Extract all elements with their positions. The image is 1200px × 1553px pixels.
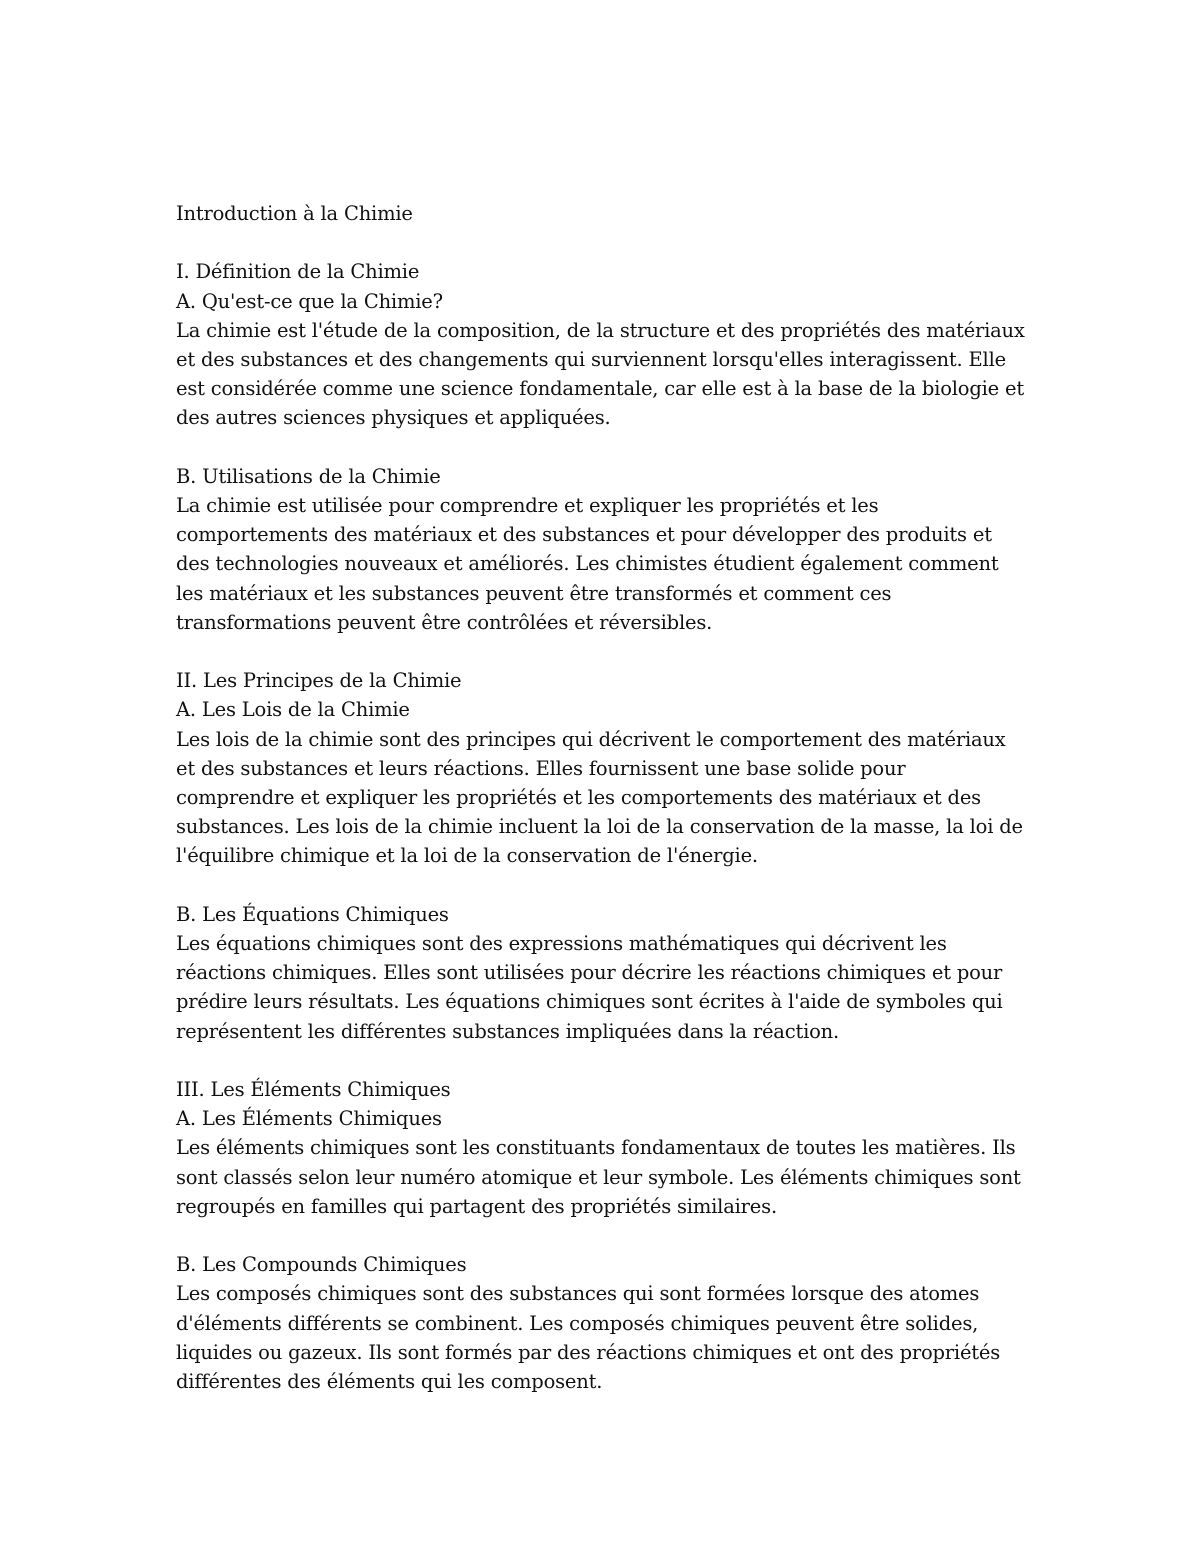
spacer [176,637,1028,666]
subsection-heading: A. Les Lois de la Chimie [176,698,410,722]
paragraph: La chimie est l'étude de la composition, de la structure et des propriétés des matériaux et des substances et des changements qui surviennent lorsqu'elles interagissent. Elle est considérée comme une science fondamentale, car elle est à la base de la biologie et des autres sciences physiques et appliquées. [176,318,1025,430]
subsection-heading: B. Utilisations de la Chimie [176,464,441,488]
spacer [176,433,1028,462]
spacer [176,228,1028,257]
spacer [176,1221,1028,1250]
paragraph: Les lois de la chimie sont des principes qui décrivent le comportement des matériaux et des substances et leurs réactions. Elles fournissent une base solide pour comprendre et expliquer les propriétés et les comportements des matériaux et des substances. Les lois de la chimie incluent la loi de la conservation de la masse, la loi de l'équilibre chimique et la loi de la conservation de l'énergie. [176,727,1023,868]
subsection-heading: B. Les Équations Chimiques [176,902,449,926]
subsection-heading: A. Les Éléments Chimiques [176,1107,442,1131]
document-body [176,199,1028,1396]
paragraph: La chimie est utilisée pour comprendre et expliquer les propriétés et les comportements des matériaux et des substances et pour développer des produits et des technologies nouveaux et améliorés. Les chimistes étudient également comment les matériaux et les substances peuvent être transformés et comment ces transformations peuvent être contrôlées et réversibles. [176,494,999,634]
section-heading: III. Les Éléments Chimiques [176,1078,451,1102]
paragraph: Les éléments chimiques sont les constituants fondamentaux de toutes les matières. Ils sont classés selon leur numéro atomique et leur symbole. Les éléments chimiques sont regroupés en familles qui partagent des propriétés similaires. [176,1136,1021,1218]
section-heading: I. Définition de la Chimie [176,260,420,284]
spacer [176,1046,1028,1075]
paragraph: Les composés chimiques sont des substances qui sont formées lorsque des atomes d'éléments différents se combinent. Les composés chimiques peuvent être solides, liquides ou gazeux. Ils sont formés par des réactions chimiques et ont des propriétés différentes des éléments qui les composent. [176,1282,1001,1394]
subsection-heading: A. Qu'est-ce que la Chimie? [176,289,443,313]
paragraph: Les équations chimiques sont des expressions mathématiques qui décrivent les réactions chimiques. Elles sont utilisées pour décrire les réactions chimiques et pour prédire leurs résultats. Les équations chimiques sont écrites à l'aide de symboles qui représentent les différentes substances impliquées dans la réaction. [176,932,1003,1043]
subsection-heading: B. Les Compounds Chimiques [176,1253,467,1277]
section-heading: II. Les Principes de la Chimie [176,669,462,693]
document-title: Introduction à la Chimie [176,202,413,225]
spacer [176,871,1028,900]
